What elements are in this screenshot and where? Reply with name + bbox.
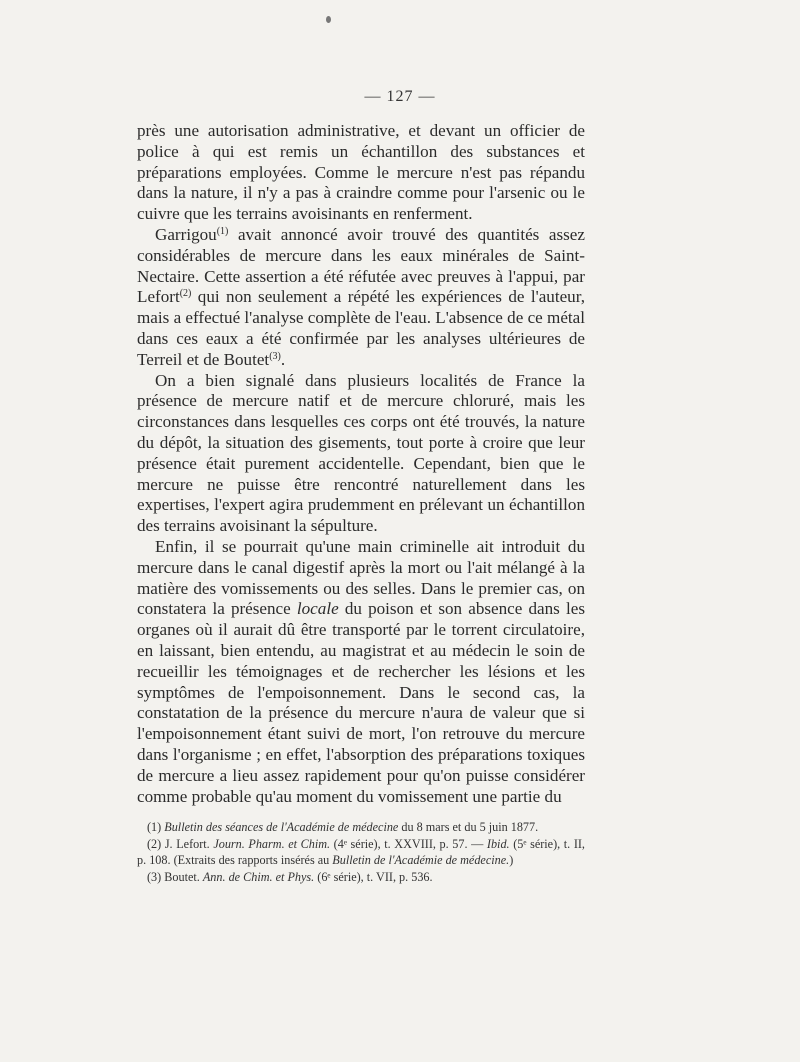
footnote-2 — [137, 836, 585, 869]
footnote-2-text-b: (4ᵉ série), t. XXVIII, p. 57. — — [330, 836, 487, 851]
paragraph-2-text-c: qui non seulement a répété les expériences de l'auteur, mais a effectué l'analyse complète de l'eau. L'absence de ce métal dans ces eaux a été confirmée par les analyses ultérieures de Terreil et de Boutet — [137, 287, 585, 369]
footnotes — [137, 819, 585, 885]
footnote-2-title-1: Journ. Pharm. et Chim. — [213, 836, 331, 851]
footnote-2-text-a: J. Lefort. — [161, 836, 214, 851]
footnote-2-text-c: (5ᵉ série), t. II, p. 108. (Extraits des rapports insérés au — [137, 836, 585, 867]
footnote-1-text: du 8 mars et du 5 juin 1877. — [398, 820, 539, 834]
footnote-1-number: (1) — [147, 820, 162, 834]
footnote-2-title-2: Ibid. — [486, 836, 510, 851]
paragraph-2-text-a: Garrigou — [155, 224, 217, 244]
footnote-ref-1: (1) — [216, 225, 229, 237]
ink-speck — [326, 16, 331, 23]
paragraph-2-text-d: . — [280, 349, 286, 369]
paragraph-4-text-a: Enfin, il se pourrait qu'une main criminelle ait introduit du mercure dans le canal digestif après la mort ou l'ait mélangé à la matière des vomissements ou des selles. Dans le premier cas, on constatera la présence — [137, 536, 585, 619]
footnote-2-text-d: ) — [509, 853, 514, 867]
paragraph-2 — [137, 225, 585, 371]
paragraph-4 — [137, 537, 585, 807]
footnote-3-text-b: (6ᵉ série), t. VII, p. 536. — [314, 869, 433, 884]
footnote-3-title: Ann. de Chim. et Phys. — [202, 869, 315, 884]
footnote-3-text-a: Boutet. — [161, 869, 203, 884]
paragraph-2-text-b: avait annoncé avoir trouvé des quantités assez considérables de mercure dans les eaux minérales de Saint-Nectaire. Cette assertion a été réfutée avec preuves à l'appui, par Lefort — [137, 224, 585, 307]
footnote-3-number: (3) — [147, 869, 162, 884]
footnote-ref-2: (2) — [179, 288, 192, 300]
main-text — [137, 121, 585, 807]
footnote-1-title: Bulletin des séances de l'Académie de médecine — [164, 820, 399, 834]
paragraph-4-text-b: du poison et son absence dans les organes où il aurait dû être transporté par le torrent circulatoire, en laissant, bien entendu, au magistrat et au médecin le soin de recueillir les témoignages et de rechercher les lésions et les symptômes de l'empoisonnement. Dans le second cas, la constatation de la présence du mercure n'aura de valeur que si l'empoisonnement étant suivi de mort, l'on retrouve du mercure dans l'organisme ; en effet, l'absorption des préparations toxiques de mercure a lieu assez rapidement pour qu'on puisse considérer comme probable qu'au moment du vomissement une partie du — [137, 599, 585, 806]
footnote-2-number: (2) — [147, 836, 162, 851]
footnote-1 — [137, 819, 585, 836]
footnote-ref-3: (3) — [269, 350, 281, 362]
page-number: — 127 — — [364, 88, 436, 105]
paragraph-1: près une autorisation administrative, et devant un officier de police à qui est remis un échantillon des substances et préparations employées. Comme le mercure n'est pas répandu dans la nature, il n'y a pas à craindre comme pour l'arsenic ou le cuivre que les terrains avoisinants en renferment. — [137, 121, 585, 224]
footnote-2-title-3: Bulletin de l'Académie de médecine. — [332, 853, 510, 867]
footnote-3 — [137, 869, 585, 886]
paragraph-3: On a bien signalé dans plusieurs localités de France la présence de mercure natif et de mercure chloruré, mais les circonstances dans lesquelles ces corps ont été trouvés, la nature du dépôt, la situation des gisements, tout porte à croire que leur présence était purement accidentelle. Cependant, bien que le mercure ne puisse être rencontré naturellement dans les expertises, l'expert agira prudemment en prélevant un échantillon des terrains avoisinant la sépulture. — [137, 370, 585, 536]
emphasis-locale: locale — [296, 599, 339, 619]
